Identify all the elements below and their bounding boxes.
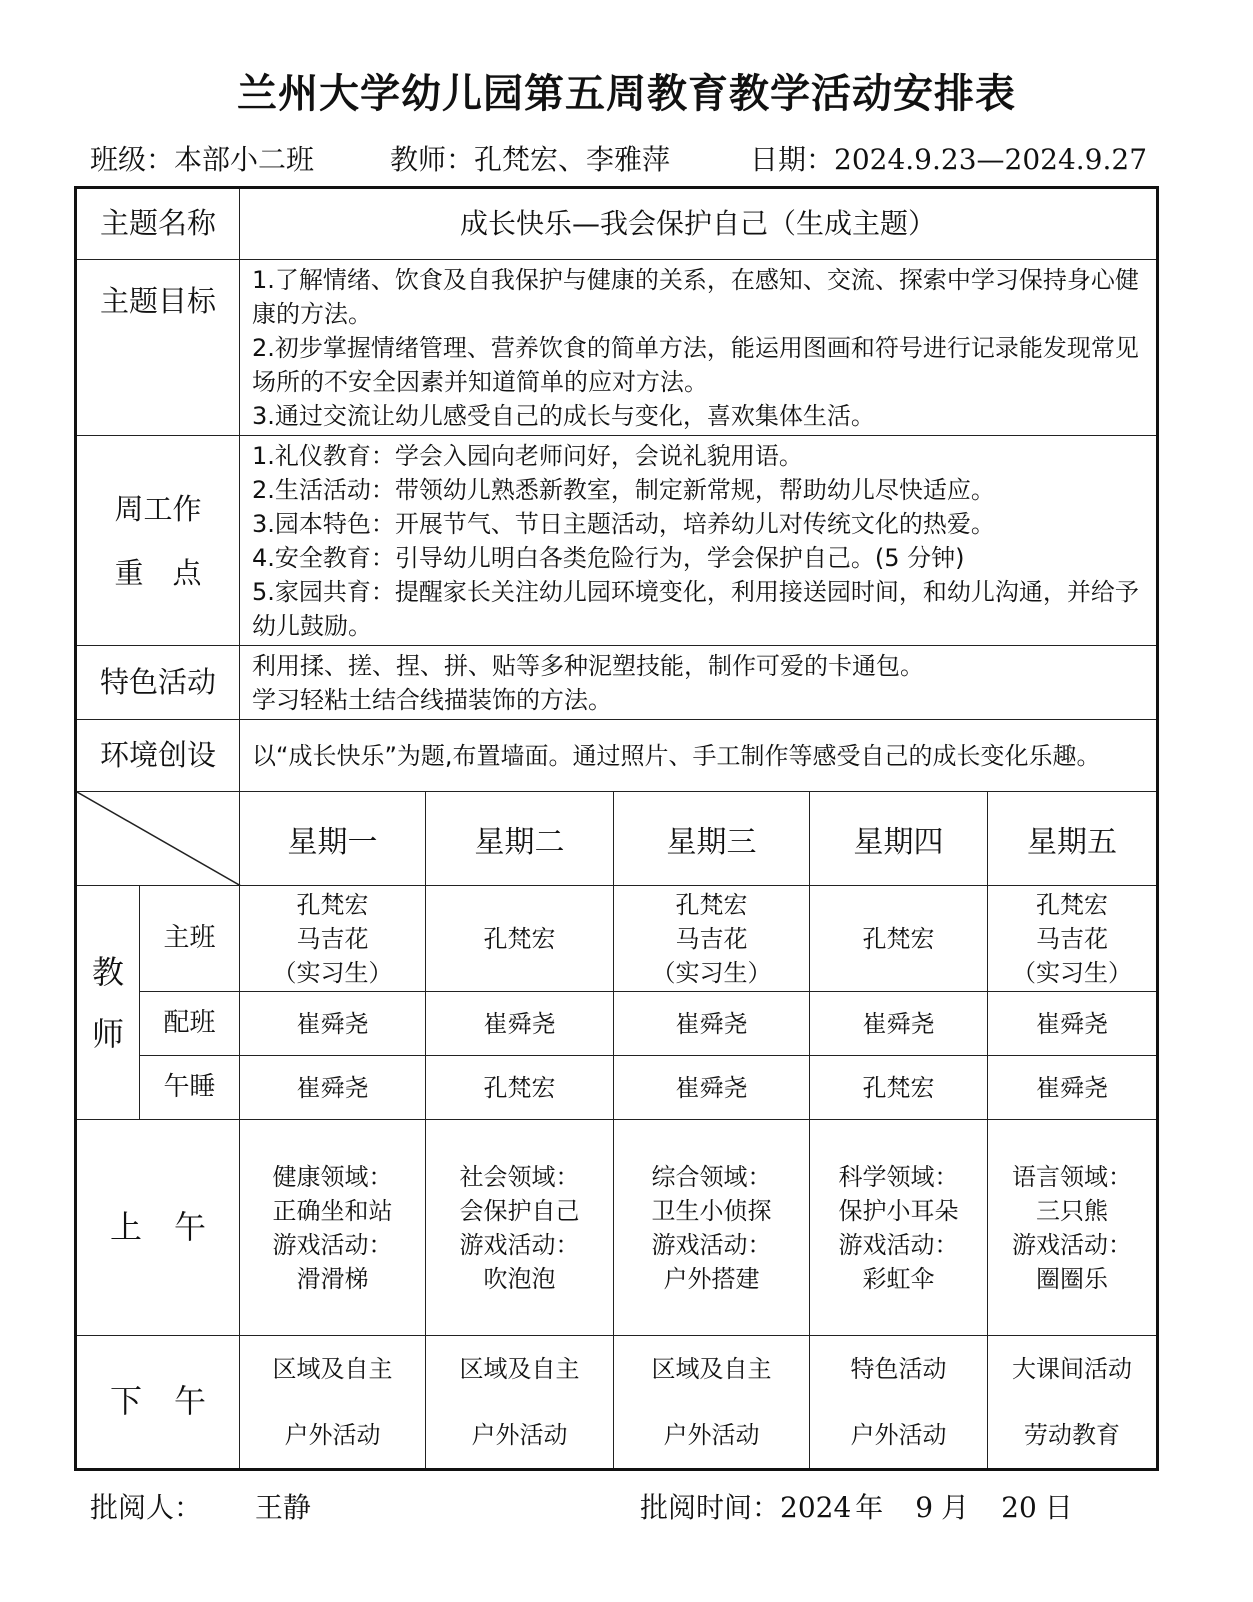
reviewer-label: 批阅人： — [90, 1491, 203, 1524]
review-year-unit: 年 — [855, 1491, 884, 1524]
main-teacher-row — [76, 886, 1158, 992]
theme-name-value: 成长快乐—我会保护自己（生成主题） — [240, 188, 1158, 260]
main-teacher-name: 孔梵宏 — [483, 924, 556, 953]
main-teacher-name: 孔梵宏 — [296, 890, 369, 919]
main-teacher-cell — [810, 886, 988, 992]
assist-teacher-label: 配班 — [140, 992, 240, 1056]
theme-goal-row — [76, 260, 1158, 436]
review-time — [640, 1486, 1073, 1526]
afternoon-item: 大课间活动 — [1012, 1355, 1133, 1383]
main-teacher-cell — [426, 886, 614, 992]
schedule-table — [74, 186, 1159, 1471]
teacher-group-char: 教 — [91, 952, 124, 991]
theme-goal-cell — [240, 260, 1158, 436]
teacher-group-char: 师 — [91, 1014, 124, 1053]
teacher-label: 教师： — [390, 143, 475, 176]
afternoon-item: 户外活动 — [663, 1421, 760, 1449]
reviewer-info — [90, 1486, 311, 1526]
date-label: 日期： — [750, 143, 835, 176]
game-name: 圈圈乐 — [1036, 1264, 1109, 1293]
main-teacher-note: （实习生） — [651, 958, 772, 987]
goal-item: 1.了解情绪、饮食及自我保护与健康的关系，在感知、交流、探索中学习保持身心健康的方法。 — [252, 266, 1139, 328]
focus-item: 3.园本特色：开展节气、节日主题活动，培养幼儿对传统文化的热爱。 — [252, 510, 995, 538]
theme-goal-label: 主题目标 — [76, 260, 240, 436]
focus-item: 4.安全教育：引导幼儿明白各类危险行为，学会保护自己。(5 分钟) — [252, 544, 965, 572]
focus-item: 5.家园共育：提醒家长关注幼儿园环境变化，利用接送园时间，和幼儿沟通，并给予幼儿鼓励。 — [252, 578, 1139, 640]
date-value: 2024.9.23—2024.9.27 — [834, 143, 1148, 176]
main-teacher-cell — [240, 886, 426, 992]
domain-label: 社会领域： — [459, 1162, 580, 1191]
assist-teacher-cell: 崔舜尧 — [614, 992, 810, 1056]
nap-teacher-cell: 崔舜尧 — [988, 1056, 1158, 1120]
game-label: 游戏活动： — [459, 1230, 580, 1259]
main-teacher-name: 孔梵宏 — [862, 924, 935, 953]
special-activity-label: 特色活动 — [76, 646, 240, 720]
special-activity-row — [76, 646, 1158, 720]
assist-teacher-cell: 崔舜尧 — [426, 992, 614, 1056]
assist-teacher-row — [76, 992, 1158, 1056]
weekday-header-row — [76, 792, 1158, 886]
weekday-header: 星期三 — [614, 792, 810, 886]
domain-label: 科学领域： — [838, 1162, 959, 1191]
main-teacher-cell — [988, 886, 1158, 992]
afternoon-item: 户外活动 — [284, 1421, 381, 1449]
morning-activity-cell — [988, 1120, 1158, 1336]
afternoon-item: 特色活动 — [850, 1355, 947, 1383]
environment-label: 环境创设 — [76, 720, 240, 792]
main-teacher-note: （实习生） — [1012, 958, 1133, 987]
review-year: 2024 — [780, 1491, 852, 1524]
theme-name-label: 主题名称 — [76, 188, 240, 260]
main-teacher-name: 马吉花 — [296, 924, 369, 953]
environment-row — [76, 720, 1158, 792]
main-teacher-label: 主班 — [140, 886, 240, 992]
teacher-info — [390, 138, 670, 178]
focus-item: 2.生活活动：带领幼儿熟悉新教室，制定新常规，帮助幼儿尽快适应。 — [252, 476, 995, 504]
week-focus-label-line: 重 点 — [114, 555, 202, 590]
week-focus-cell — [240, 436, 1158, 646]
domain-label: 综合领域： — [651, 1162, 772, 1191]
afternoon-row — [76, 1336, 1158, 1470]
afternoon-label: 下 午 — [76, 1336, 240, 1470]
goal-item: 3.通过交流让幼儿感受自己的成长与变化，喜欢集体生活。 — [252, 402, 875, 430]
special-activity-cell — [240, 646, 1158, 720]
week-focus-label-line: 周工作 — [114, 491, 202, 526]
focus-item: 1.礼仪教育：学会入园向老师问好，会说礼貌用语。 — [252, 442, 803, 470]
teacher-group-label — [76, 886, 140, 1120]
afternoon-activity-cell — [240, 1336, 426, 1470]
week-focus-label — [76, 436, 240, 646]
review-day-unit: 日 — [1044, 1491, 1073, 1524]
weekday-header: 星期二 — [426, 792, 614, 886]
afternoon-activity-cell — [810, 1336, 988, 1470]
lesson-name: 正确坐和站 — [272, 1196, 393, 1225]
afternoon-item: 区域及自主 — [651, 1355, 772, 1383]
morning-activity-cell — [810, 1120, 988, 1336]
game-name: 滑滑梯 — [296, 1264, 369, 1293]
game-label: 游戏活动： — [272, 1230, 393, 1259]
nap-teacher-cell: 孔梵宏 — [426, 1056, 614, 1120]
main-teacher-name: 孔梵宏 — [1036, 890, 1109, 919]
nap-teacher-cell: 崔舜尧 — [614, 1056, 810, 1120]
reviewer-name: 王静 — [254, 1491, 311, 1524]
afternoon-activity-cell — [426, 1336, 614, 1470]
assist-teacher-cell: 崔舜尧 — [988, 992, 1158, 1056]
weekday-header: 星期四 — [810, 792, 988, 886]
class-label: 班级： — [90, 143, 175, 176]
lesson-name: 保护小耳朵 — [838, 1196, 959, 1225]
nap-teacher-cell: 孔梵宏 — [810, 1056, 988, 1120]
game-name: 彩虹伞 — [862, 1264, 935, 1293]
weekday-header: 星期五 — [988, 792, 1158, 886]
game-label: 游戏活动： — [1012, 1230, 1133, 1259]
review-time-label: 批阅时间： — [640, 1491, 781, 1524]
review-month-unit: 月 — [941, 1491, 970, 1524]
lesson-name: 三只熊 — [1036, 1196, 1109, 1225]
afternoon-item: 区域及自主 — [272, 1355, 393, 1383]
environment-value: 以“成长快乐”为题,布置墙面。通过照片、手工制作等感受自己的成长变化乐趣。 — [240, 720, 1158, 792]
weekday-header: 星期一 — [240, 792, 426, 886]
game-label: 游戏活动： — [838, 1230, 959, 1259]
diagonal-line — [77, 792, 241, 886]
main-teacher-name: 孔梵宏 — [675, 890, 748, 919]
assist-teacher-cell: 崔舜尧 — [240, 992, 426, 1056]
page-title: 兰州大学幼儿园第五周教育教学活动安排表 — [237, 71, 1016, 117]
afternoon-activity-cell — [988, 1336, 1158, 1470]
domain-label: 健康领域： — [272, 1162, 393, 1191]
main-teacher-name: 马吉花 — [1036, 924, 1109, 953]
theme-name-row — [76, 188, 1158, 260]
lesson-name: 会保护自己 — [459, 1196, 580, 1225]
game-label: 游戏活动： — [651, 1230, 772, 1259]
game-name: 吹泡泡 — [483, 1264, 556, 1293]
afternoon-item: 劳动教育 — [1024, 1421, 1121, 1449]
morning-activity-cell — [240, 1120, 426, 1336]
date-info — [750, 138, 1147, 178]
nap-teacher-cell: 崔舜尧 — [240, 1056, 426, 1120]
afternoon-item: 户外活动 — [850, 1421, 947, 1449]
afternoon-activity-cell — [614, 1336, 810, 1470]
teacher-value: 孔梵宏、李雅萍 — [474, 143, 671, 176]
diagonal-corner-cell — [76, 792, 240, 886]
review-day: 20 — [1001, 1491, 1037, 1524]
game-name: 户外搭建 — [663, 1264, 760, 1293]
morning-label: 上 午 — [76, 1120, 240, 1336]
main-teacher-note: （实习生） — [272, 958, 393, 987]
lesson-name: 卫生小侦探 — [651, 1196, 772, 1225]
goal-item: 2.初步掌握情绪管理、营养饮食的简单方法，能运用图画和符号进行记录能发现常见场所的不安全因素并知道简单的应对方法。 — [252, 334, 1139, 396]
domain-label: 语言领域： — [1012, 1162, 1133, 1191]
assist-teacher-cell: 崔舜尧 — [810, 992, 988, 1056]
main-teacher-name: 马吉花 — [675, 924, 748, 953]
special-item: 利用揉、搓、捏、拼、贴等多种泥塑技能，制作可爱的卡通包。 — [252, 652, 925, 680]
class-value: 本部小二班 — [174, 143, 315, 176]
special-item: 学习轻粘土结合线描装饰的方法。 — [252, 686, 613, 714]
morning-activity-cell — [614, 1120, 810, 1336]
main-teacher-cell — [614, 886, 810, 992]
week-focus-row — [76, 436, 1158, 646]
nap-teacher-label: 午睡 — [140, 1056, 240, 1120]
class-info — [90, 138, 314, 178]
nap-teacher-row — [76, 1056, 1158, 1120]
morning-row — [76, 1120, 1158, 1336]
afternoon-item: 区域及自主 — [459, 1355, 580, 1383]
review-month: 9 — [915, 1491, 934, 1524]
morning-activity-cell — [426, 1120, 614, 1336]
afternoon-item: 户外活动 — [471, 1421, 568, 1449]
